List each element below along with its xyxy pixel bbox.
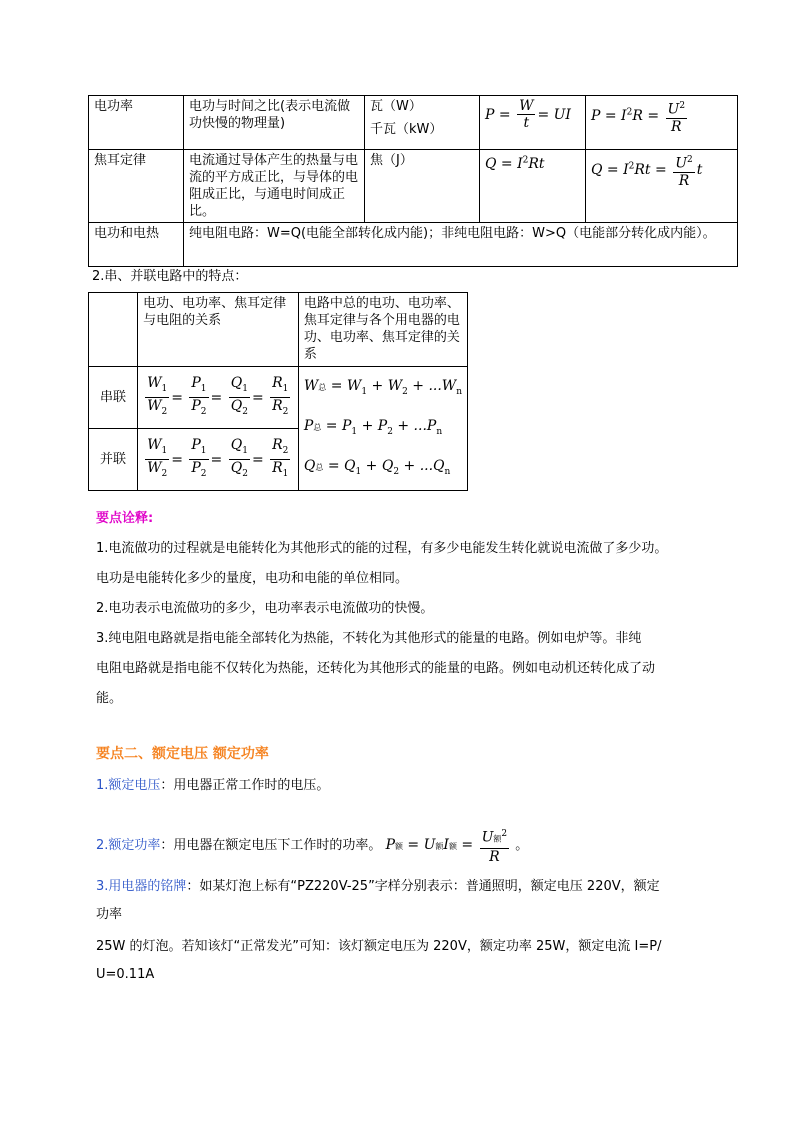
table-row — [89, 223, 738, 267]
nameplate-line: 功率 — [96, 907, 123, 922]
section-title: 要点二、额定电压 额定功率 — [96, 746, 269, 762]
total-relations-cell — [298, 367, 467, 491]
rated-power-formula: P额 = U额I额 = $\frac{U额^2}{R}$ — [386, 837, 512, 853]
note-paragraph: 3.纯电阻电路就是指电能全部转化为热能，不转化为其他形式的能量的电路。例如电炉等。非纯 — [96, 631, 642, 646]
row-label: 串联 — [89, 367, 138, 429]
term-text: ：如某灯泡上标有“PZ220V-25”字样分别表示：普通照明，额定电压 220V，额定 — [186, 879, 660, 894]
total-power: P总 = $P_1 + P_2 + ...P_n$ — [303, 417, 443, 437]
term-text: ：用电器正常工作时的电压。 — [160, 778, 330, 793]
row-name: 电功和电热 — [89, 223, 184, 267]
table-row — [89, 96, 738, 150]
notes-title: 要点诠释: — [96, 511, 154, 526]
ratio-cell — [138, 429, 299, 491]
term-label: 1.额定电压 — [96, 778, 161, 793]
series-ratio: $\frac{W_1}{W_2}$ = $\frac{P_1}{P_2}$ = $\frac{Q_1}{Q_2}$ = $\frac{R_1}{R_2}$ — [147, 375, 289, 417]
term-text: 。 — [515, 837, 529, 853]
header-cell: 电路中总的电功、电功率、焦耳定律与各个用电器的电功、电功率、焦耳定律的关系 — [298, 293, 467, 367]
note-paragraph: 1.电流做功的过程就是电能转化为其他形式的能的过程，有多少电能发生转化就说电流做了多少功。 — [96, 541, 668, 556]
rated-voltage-line — [96, 777, 716, 795]
formula-cell — [586, 96, 738, 150]
row-label: 并联 — [89, 429, 138, 491]
note-paragraph: 2.电功表示电流做功的多少，电功率表示电流做功的快慢。 — [96, 601, 434, 616]
rated-power-line — [96, 826, 716, 865]
nameplate-line — [96, 878, 716, 896]
series-parallel-table — [88, 292, 468, 491]
term-text: ：用电器在额定电压下工作时的功率。 — [160, 837, 382, 853]
row-desc: 电功与时间之比(表示电流做功快慢的物理量) — [184, 96, 365, 150]
formula-cell — [586, 150, 738, 223]
ratio-cell — [138, 367, 299, 429]
joule-formula: $Q = I^2Rt$ — [485, 155, 545, 172]
section-heading: 2.串、并联电路中的特点： — [92, 269, 248, 284]
total-heat: Q总 = $Q_1 + Q_2 + ...Q_n$ — [303, 457, 451, 477]
row-name: 电功率 — [89, 96, 184, 150]
total-work: W总 = $W_1 + W_2 + ...W_n$ — [303, 378, 462, 397]
electric-power-table — [88, 95, 738, 267]
table-row — [89, 367, 468, 429]
unit-label: 千瓦（kW） — [370, 122, 443, 137]
header-cell: 电功、电功率、焦耳定律与电阻的关系 — [138, 293, 299, 367]
row-units — [365, 150, 480, 223]
row-desc: 电流通过导体产生的热量与电流的平方成正比，与导体的电阻成正比，与通电时间成正比。 — [184, 150, 365, 223]
formula-cell — [480, 96, 586, 150]
unit-label: 瓦（W） — [370, 99, 422, 114]
term-label: 2.额定功率 — [96, 837, 161, 853]
note-paragraph: 能。 — [96, 691, 123, 706]
nameplate-line: 25W 的灯泡。若知该灯“正常发光”可知：该灯额定电压为 220V，额定功率 25W，额定电流 I=P/ — [96, 939, 662, 954]
empty-header-cell — [89, 293, 138, 367]
power-formula-2: $P = I^2R$ = $\frac{U^2}{R}$ — [591, 108, 689, 124]
table-row — [89, 150, 738, 223]
nameplate-line: U=0.11A — [96, 967, 155, 982]
term-label: 3.用电器的铭牌 — [96, 879, 187, 894]
parallel-ratio: $\frac{W_1}{W_2}$ = $\frac{P_1}{P_2}$ = $\frac{Q_1}{Q_2}$ = $\frac{R_2}{R_1}$ — [147, 437, 289, 480]
power-formula: P = $\frac{W}{t}$ = UI — [485, 98, 571, 131]
table-row — [89, 293, 468, 367]
row-desc: 纯电阻电路：W=Q(电能全部转化成内能)；非纯电阻电路：W>Q（电能部分转化成内能）。 — [184, 223, 738, 267]
row-units — [365, 96, 480, 150]
note-paragraph: 电阻电路就是指电能不仅转化为热能，还转化为其他形式的能量的电路。例如电动机还转化成了动 — [96, 661, 656, 676]
joule-formula-2: $Q = I^2Rt$ = $\frac{U^2}{R}$ t — [591, 162, 702, 178]
row-name: 焦耳定律 — [89, 150, 184, 223]
formula-cell — [480, 150, 586, 223]
note-paragraph: 电功是电能转化多少的量度，电功和电能的单位相同。 — [96, 571, 409, 586]
unit-label: 焦（J） — [370, 153, 413, 168]
